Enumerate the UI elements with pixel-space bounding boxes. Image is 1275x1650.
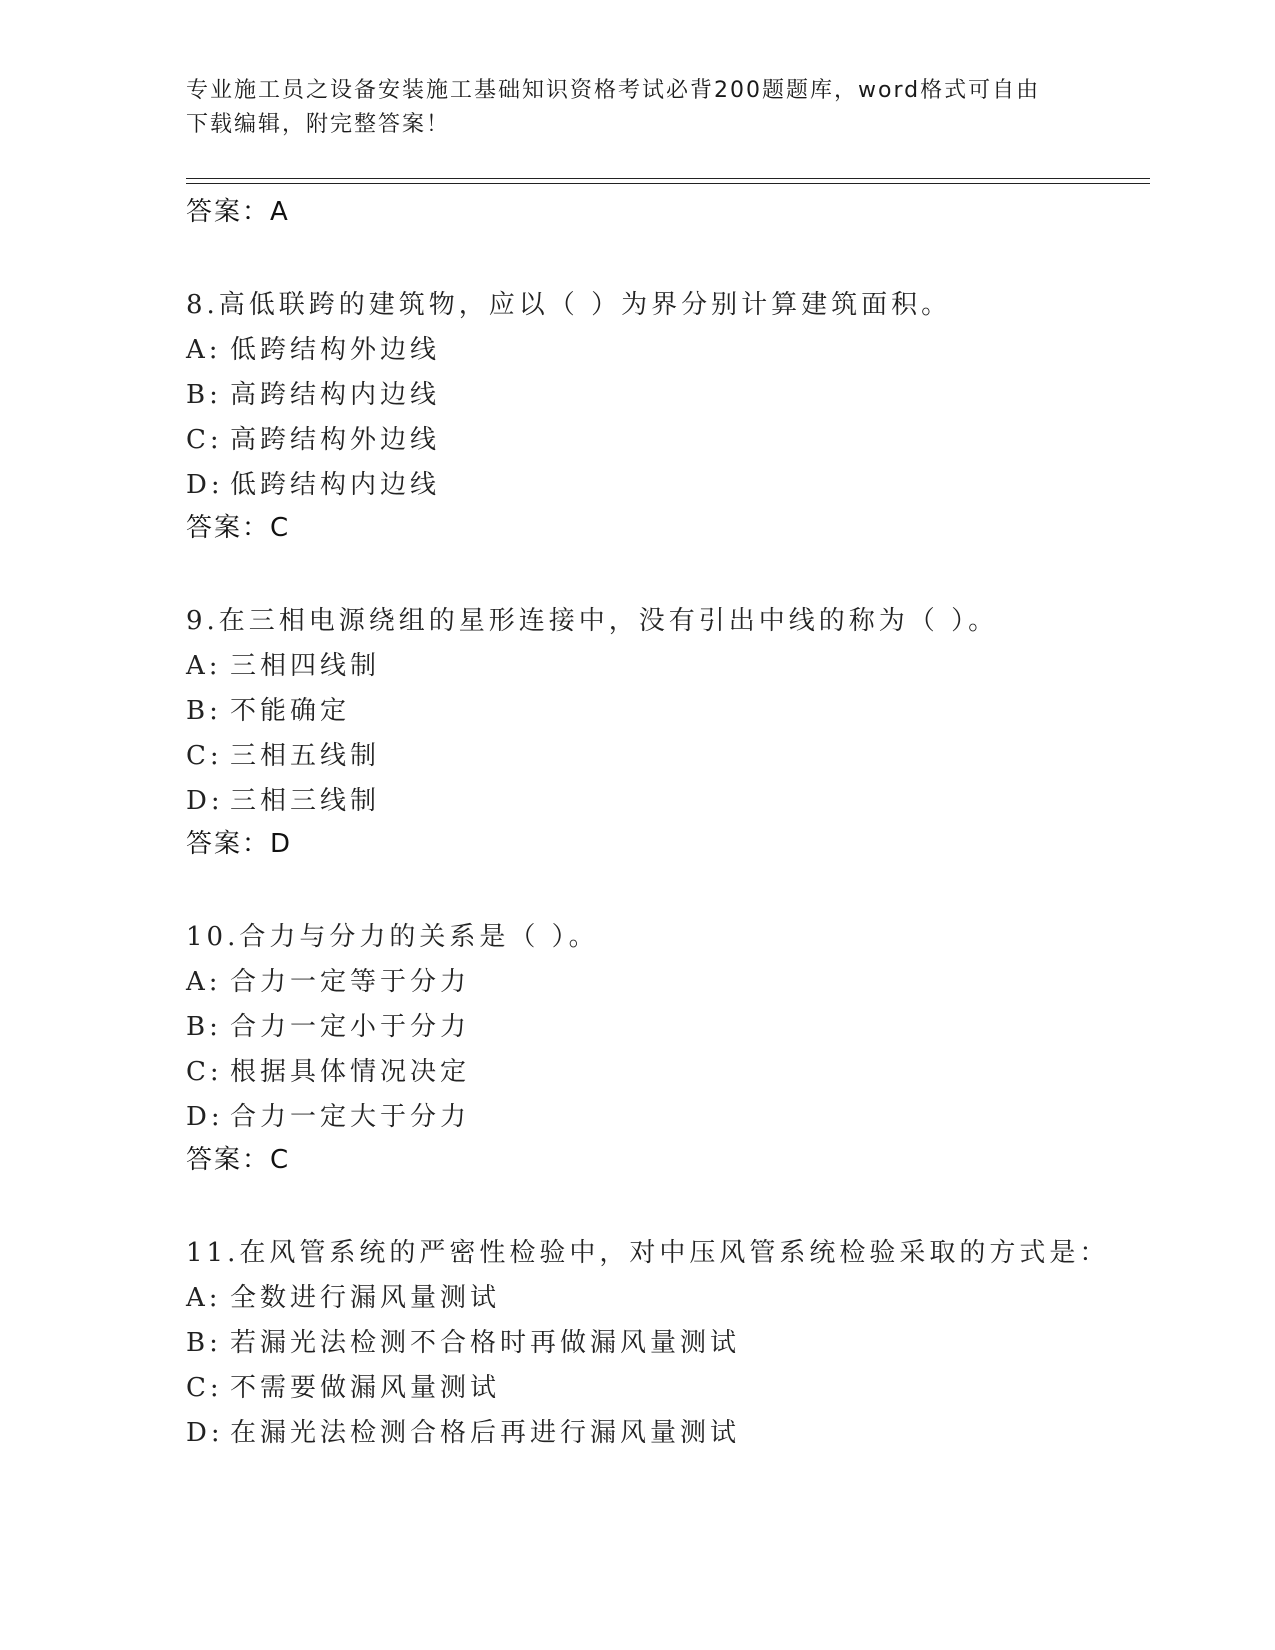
option-text: 高跨结构内边线 [230, 380, 441, 410]
option-c [186, 734, 1146, 779]
option-key: C: [186, 741, 223, 771]
option-text: 在漏光法检测合格后再进行漏风量测试 [230, 1418, 741, 1448]
option-d [186, 463, 1146, 508]
option-a [186, 1276, 1146, 1321]
option-key: D: [186, 470, 224, 500]
option-key: A: [186, 967, 222, 997]
option-b [186, 689, 1146, 734]
question-text: 8.高低联跨的建筑物，应以（ ）为界分别计算建筑面积。 [186, 290, 952, 320]
option-d [186, 1411, 1146, 1456]
option-d [186, 779, 1146, 824]
question-text: 10.合力与分力的关系是（ ）。 [186, 922, 599, 952]
option-b [186, 1005, 1146, 1050]
option-a [186, 960, 1146, 1005]
option-key: B: [186, 1012, 222, 1042]
question-text: 9.在三相电源绕组的星形连接中，没有引出中线的称为（ ）。 [186, 606, 999, 636]
option-key: B: [186, 380, 222, 410]
option-text: 三相五线制 [230, 741, 381, 771]
answer: 答案：C [186, 1145, 291, 1175]
option-key: D: [186, 1418, 224, 1448]
previous-answer: 答案：A [186, 197, 290, 227]
option-b [186, 1321, 1146, 1366]
option-text: 不需要做漏风量测试 [230, 1373, 501, 1403]
answer: 答案：D [186, 829, 293, 859]
option-text: 若漏光法检测不合格时再做漏风量测试 [230, 1328, 741, 1358]
header-divider [186, 178, 1150, 184]
option-text: 高跨结构外边线 [230, 425, 441, 455]
option-c [186, 418, 1146, 463]
header-title-line-2: 下载编辑，附完整答案！ [186, 112, 451, 137]
option-key: A: [186, 335, 222, 365]
question-10 [186, 914, 1146, 1180]
option-key: C: [186, 425, 223, 455]
option-key: D: [186, 1102, 224, 1132]
option-text: 全数进行漏风量测试 [230, 1283, 501, 1313]
document-body [186, 192, 1146, 1456]
question-text: 11.在风管系统的严密性检验中，对中压风管系统检验采取的方式是： [186, 1238, 1110, 1268]
question-8 [186, 282, 1146, 548]
option-text: 低跨结构内边线 [230, 470, 441, 500]
option-key: D: [186, 786, 224, 816]
option-text: 三相三线制 [230, 786, 381, 816]
header-title-line-1: 专业施工员之设备安装施工基础知识资格考试必背200题题库，word格式可自由 [186, 78, 1041, 103]
option-a [186, 328, 1146, 373]
answer: 答案：C [186, 513, 291, 543]
option-key: A: [186, 651, 222, 681]
option-text: 合力一定等于分力 [230, 967, 471, 997]
option-text: 合力一定小于分力 [230, 1012, 471, 1042]
option-key: B: [186, 1328, 222, 1358]
option-key: C: [186, 1373, 223, 1403]
option-key: A: [186, 1283, 222, 1313]
option-d [186, 1095, 1146, 1140]
option-key: C: [186, 1057, 223, 1087]
question-11 [186, 1230, 1146, 1456]
option-a [186, 644, 1146, 689]
question-9 [186, 598, 1146, 864]
option-text: 不能确定 [230, 696, 351, 726]
option-key: B: [186, 696, 222, 726]
option-text: 合力一定大于分力 [230, 1102, 471, 1132]
option-text: 低跨结构外边线 [230, 335, 441, 365]
document-header [186, 74, 1066, 142]
option-b [186, 373, 1146, 418]
option-text: 根据具体情况决定 [230, 1057, 471, 1087]
option-text: 三相四线制 [230, 651, 381, 681]
option-c [186, 1050, 1146, 1095]
option-c [186, 1366, 1146, 1411]
